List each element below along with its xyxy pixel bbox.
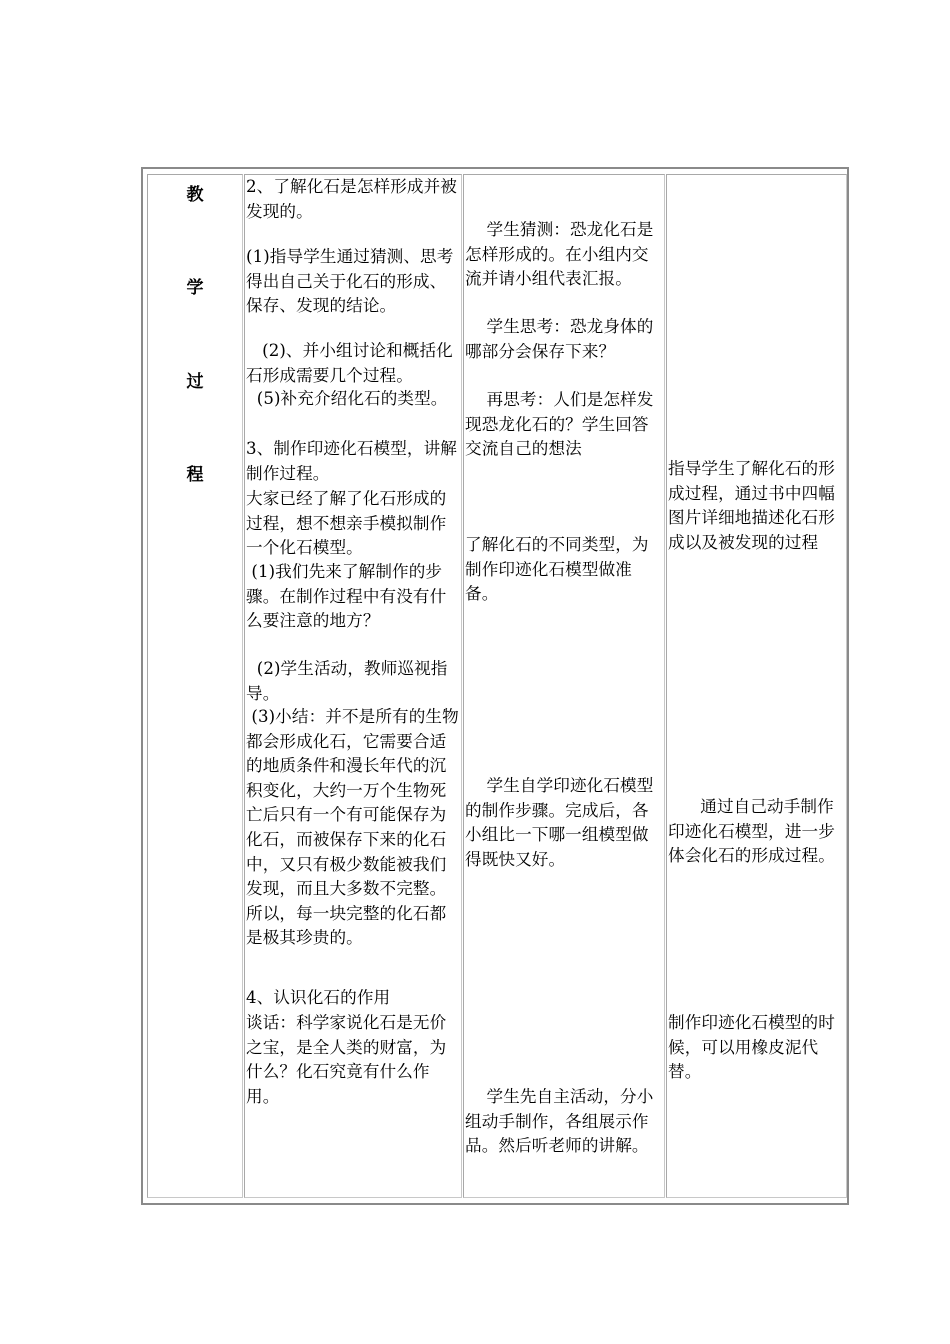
process-paragraph-fossil-uses: 4、认识化石的作用	[246, 988, 391, 1007]
student-paragraph-self-study: 学生自学印迹化石模型的制作步骤。完成后，各小组比一下哪一组模型做得既快又好。	[465, 776, 654, 869]
process-paragraph-fossil-types: (5)补充介绍化石的类型。	[246, 389, 448, 408]
process-paragraph-steps: (1)我们先来了解制作的步骤。在制作过程中有没有什么要注意的地方？	[246, 562, 447, 631]
intent-paragraph-formation: 指导学生了解化石的形成过程，通过书中四幅图片详细地描述化石形成以及被发现的过程	[668, 459, 835, 552]
process-paragraph-make-model: 3、制作印迹化石模型，讲解制作过程。	[246, 439, 457, 483]
process-paragraph-student-activity: (2)学生活动，教师巡视指导。	[246, 659, 448, 703]
student-paragraph-hands-on: 学生先自主活动，分小组动手制作，各组展示作品。然后听老师的讲解。	[465, 1087, 654, 1156]
intent-paragraph-plasticine: 制作印迹化石模型的时候，可以用橡皮泥代替。	[668, 1013, 835, 1082]
section-heading-char-2: 学	[186, 278, 204, 298]
process-paragraph-summary: (3)小结：并不是所有的生物都会形成化石，它需要合适的地质条件和漫长年代的沉积变化，大约一万个生物死亡后只有一个有可能保存为化石，而被保存下来的化石中，又只有极少数能被我们发现，而且大多数不完整。所以，每一块完整的化石都是极其珍贵的。	[246, 707, 459, 948]
process-paragraph-guess-think: (1)指导学生通过猜测、思考得出自己关于化石的形成、保存、发现的结论。	[246, 247, 454, 316]
lesson-process-table	[141, 167, 849, 1205]
process-paragraph-introduction: 大家已经了解了化石形成的过程，想不想亲手模拟制作一个化石模型。	[246, 489, 447, 558]
intent-paragraph-hands-on: 通过自己动手制作印迹化石模型，进一步体会化石的形成过程。	[668, 797, 835, 866]
process-paragraph-group-discussion: (2)、并小组讨论和概括化石形成需要几个过程。	[246, 341, 453, 385]
student-paragraph-rethink: 再思考：人们是怎样发现恐龙化石的？学生回答交流自己的想法	[465, 390, 654, 459]
section-heading-cell	[147, 174, 243, 1198]
section-heading-char-1: 教	[186, 185, 204, 205]
section-heading-char-4: 程	[186, 465, 204, 485]
teaching-process-cell	[244, 174, 462, 1198]
student-activity-cell	[463, 174, 665, 1198]
student-paragraph-think: 学生思考：恐龙身体的哪部分会保存下来？	[465, 317, 654, 361]
student-paragraph-guess: 学生猜测：恐龙化石是怎样形成的。在小组内交流并请小组代表汇报。	[465, 220, 654, 289]
section-heading-char-3: 过	[186, 372, 204, 392]
design-intent-cell	[666, 174, 847, 1198]
process-paragraph-understand-formation: 2、了解化石是怎样形成并被发现的。	[246, 177, 457, 221]
process-paragraph-talk: 谈话：科学家说化石是无价之宝，是全人类的财富，为什么？化石究竟有什么作用。	[246, 1013, 447, 1106]
student-paragraph-types: 了解化石的不同类型，为制作印迹化石模型做准备。	[465, 535, 649, 604]
